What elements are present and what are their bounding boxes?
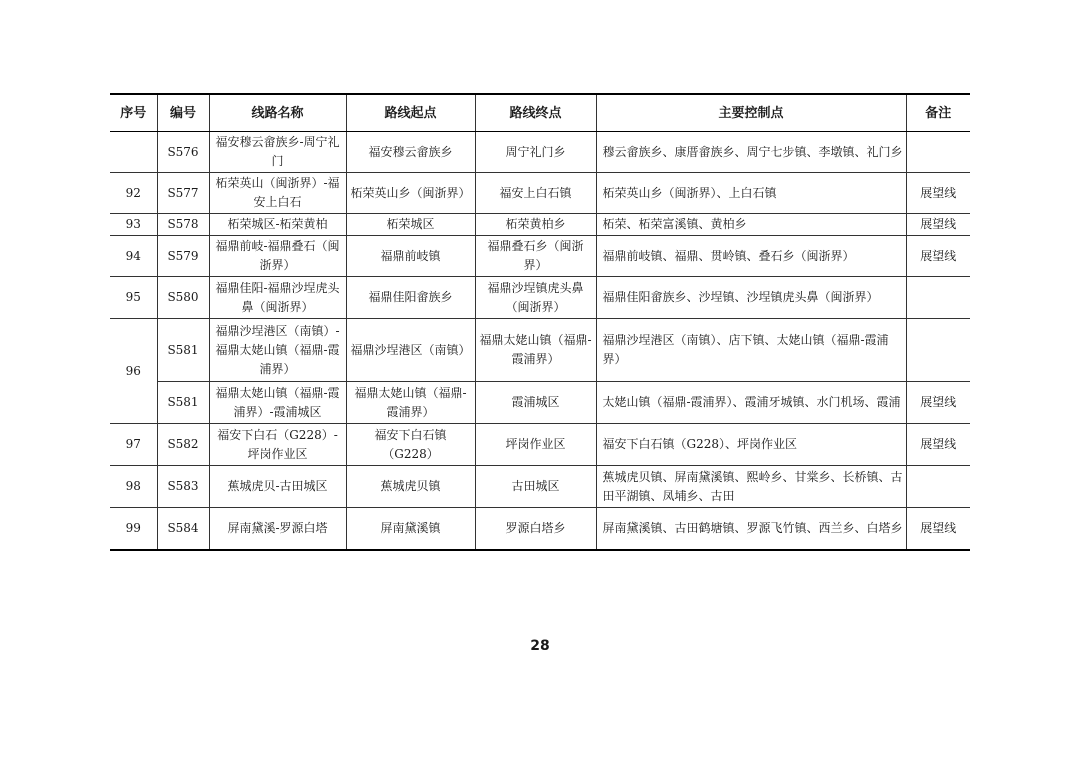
- cell-start: 福鼎太姥山镇（福鼎-霞浦界）: [346, 382, 475, 424]
- cell-code: S582: [157, 424, 209, 466]
- cell-control: 福鼎前岐镇、福鼎、贯岭镇、叠石乡（闽浙界）: [596, 236, 906, 277]
- cell-remark: [906, 319, 970, 382]
- cell-name: 福鼎前岐-福鼎叠石（闽浙界）: [209, 236, 346, 277]
- table-row: [110, 277, 970, 319]
- cell-remark: 展望线: [906, 214, 970, 236]
- cell-code: S577: [157, 173, 209, 214]
- col-header-seq: 序号: [110, 94, 157, 132]
- table-header-row: [110, 94, 970, 132]
- cell-end: 周宁礼门乡: [475, 132, 596, 173]
- cell-start: 蕉城虎贝镇: [346, 466, 475, 508]
- cell-code: S576: [157, 132, 209, 173]
- cell-start: 福鼎佳阳畲族乡: [346, 277, 475, 319]
- cell-name: 福鼎佳阳-福鼎沙埕虎头鼻（闽浙界）: [209, 277, 346, 319]
- cell-end: 坪岗作业区: [475, 424, 596, 466]
- col-header-code: 编号: [157, 94, 209, 132]
- cell-seq: 98: [110, 466, 157, 508]
- table-row: [110, 382, 970, 424]
- cell-seq: 92: [110, 173, 157, 214]
- cell-remark: [906, 132, 970, 173]
- cell-end: 古田城区: [475, 466, 596, 508]
- cell-name: 福安穆云畲族乡-周宁礼门: [209, 132, 346, 173]
- cell-remark: 展望线: [906, 508, 970, 550]
- cell-control: 穆云畲族乡、康厝畲族乡、周宁七步镇、李墩镇、礼门乡: [596, 132, 906, 173]
- cell-remark: 展望线: [906, 173, 970, 214]
- cell-end: 福安上白石镇: [475, 173, 596, 214]
- cell-name: 福鼎沙埕港区（南镇）-福鼎太姥山镇（福鼎-霞浦界）: [209, 319, 346, 382]
- cell-end: 福鼎沙埕镇虎头鼻（闽浙界）: [475, 277, 596, 319]
- cell-name: 福安下白石（G228）-坪岗作业区: [209, 424, 346, 466]
- cell-remark: [906, 277, 970, 319]
- cell-remark: [906, 466, 970, 508]
- cell-seq: 97: [110, 424, 157, 466]
- cell-remark: 展望线: [906, 382, 970, 424]
- cell-seq: 95: [110, 277, 157, 319]
- cell-control: 福鼎佳阳畲族乡、沙埕镇、沙埕镇虎头鼻（闽浙界）: [596, 277, 906, 319]
- cell-seq: 93: [110, 214, 157, 236]
- table-row: [110, 466, 970, 508]
- cell-code: S578: [157, 214, 209, 236]
- table-row: [110, 236, 970, 277]
- cell-seq: 96: [110, 319, 157, 424]
- cell-seq: [110, 132, 157, 173]
- route-table: [110, 93, 970, 551]
- cell-code: S581: [157, 319, 209, 382]
- cell-code: S580: [157, 277, 209, 319]
- cell-control: 蕉城虎贝镇、屏南黛溪镇、熙岭乡、甘棠乡、长桥镇、古田平湖镇、凤埔乡、古田: [596, 466, 906, 508]
- cell-remark: 展望线: [906, 424, 970, 466]
- cell-start: 福安穆云畲族乡: [346, 132, 475, 173]
- cell-name: 屏南黛溪-罗源白塔: [209, 508, 346, 550]
- table-row: [110, 214, 970, 236]
- cell-control: 太姥山镇（福鼎-霞浦界）、霞浦牙城镇、水门机场、霞浦: [596, 382, 906, 424]
- cell-start: 柘荣英山乡（闽浙界）: [346, 173, 475, 214]
- table-row: [110, 319, 970, 382]
- cell-name: 柘荣城区-柘荣黄柏: [209, 214, 346, 236]
- cell-control: 福安下白石镇（G228）、坪岗作业区: [596, 424, 906, 466]
- cell-seq: 99: [110, 508, 157, 550]
- cell-code: S581: [157, 382, 209, 424]
- cell-start: 福鼎沙埕港区（南镇）: [346, 319, 475, 382]
- cell-end: 福鼎太姥山镇（福鼎-霞浦界）: [475, 319, 596, 382]
- cell-start: 屏南黛溪镇: [346, 508, 475, 550]
- cell-name: 柘荣英山（闽浙界）-福安上白石: [209, 173, 346, 214]
- col-header-remark: 备注: [906, 94, 970, 132]
- page-number: 28: [530, 638, 550, 654]
- col-header-name: 线路名称: [209, 94, 346, 132]
- table-row: [110, 508, 970, 550]
- cell-end: 柘荣黄柏乡: [475, 214, 596, 236]
- cell-name: 蕉城虎贝-古田城区: [209, 466, 346, 508]
- cell-end: 罗源白塔乡: [475, 508, 596, 550]
- table-row: [110, 424, 970, 466]
- cell-code: S579: [157, 236, 209, 277]
- cell-control: 屏南黛溪镇、古田鹤塘镇、罗源飞竹镇、西兰乡、白塔乡: [596, 508, 906, 550]
- col-header-control: 主要控制点: [596, 94, 906, 132]
- cell-control: 柘荣、柘荣富溪镇、黄柏乡: [596, 214, 906, 236]
- table-row: [110, 132, 970, 173]
- cell-control: 福鼎沙埕港区（南镇）、店下镇、太姥山镇（福鼎-霞浦界）: [596, 319, 906, 382]
- cell-control: 柘荣英山乡（闽浙界）、上白石镇: [596, 173, 906, 214]
- cell-code: S583: [157, 466, 209, 508]
- col-header-start: 路线起点: [346, 94, 475, 132]
- cell-start: 柘荣城区: [346, 214, 475, 236]
- cell-seq: 94: [110, 236, 157, 277]
- cell-start: 福鼎前岐镇: [346, 236, 475, 277]
- cell-end: 福鼎叠石乡（闽浙界）: [475, 236, 596, 277]
- cell-end: 霞浦城区: [475, 382, 596, 424]
- cell-code: S584: [157, 508, 209, 550]
- table-row: [110, 173, 970, 214]
- col-header-end: 路线终点: [475, 94, 596, 132]
- cell-start: 福安下白石镇（G228）: [346, 424, 475, 466]
- cell-remark: 展望线: [906, 236, 970, 277]
- cell-name: 福鼎太姥山镇（福鼎-霞浦界）-霞浦城区: [209, 382, 346, 424]
